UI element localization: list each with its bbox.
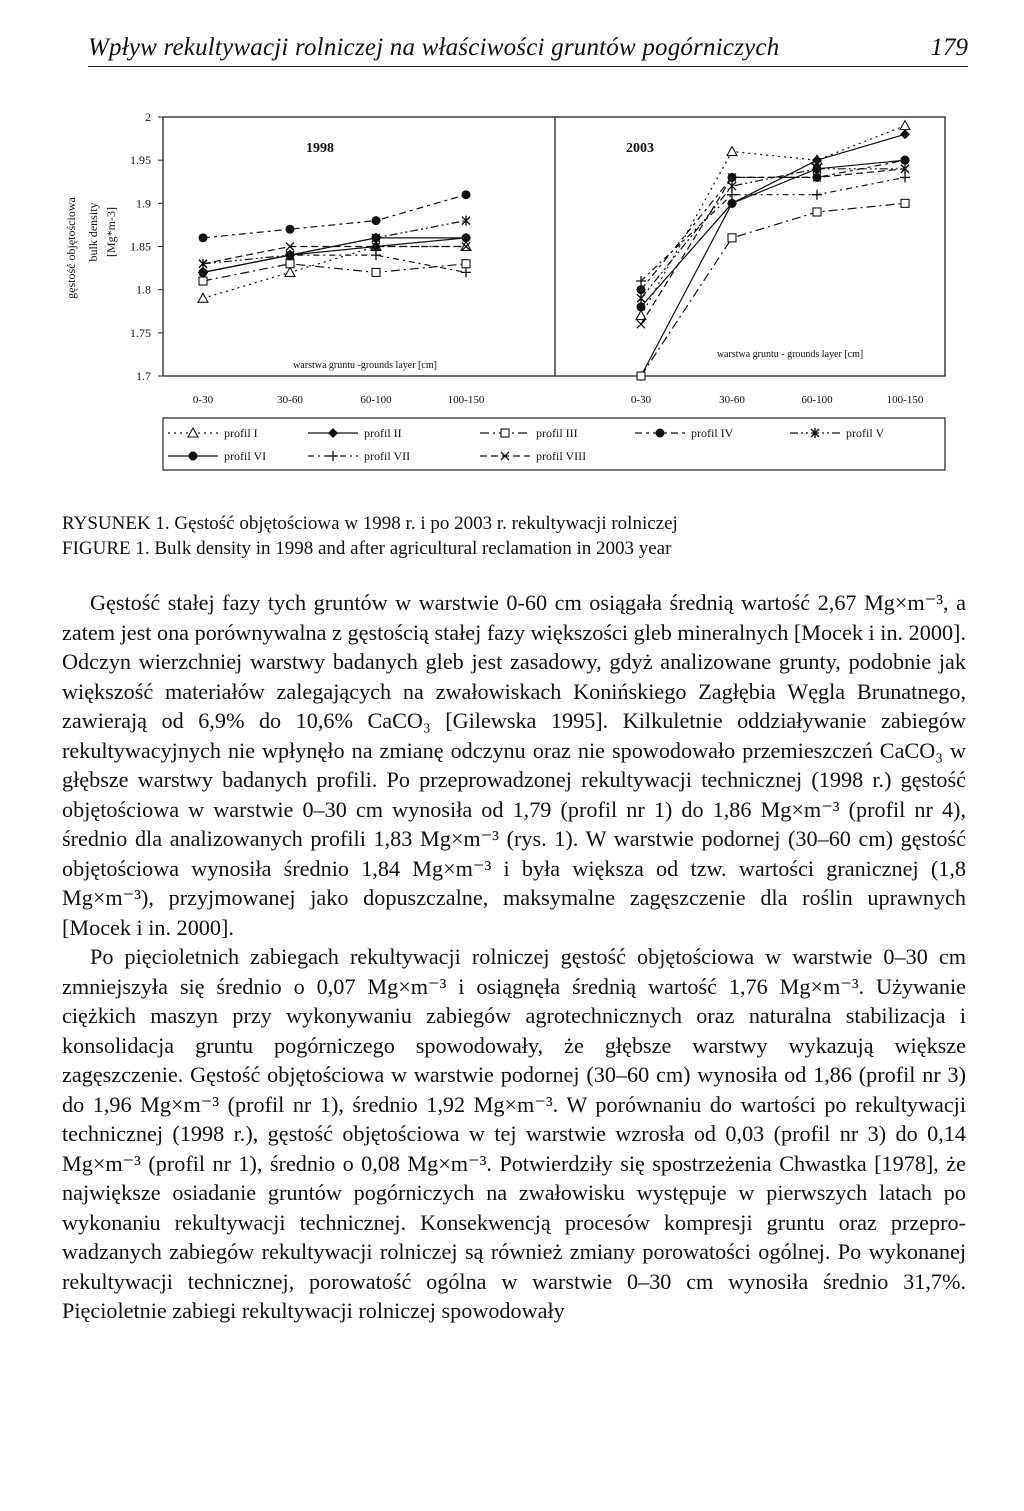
y-tick-label: 1.9	[136, 196, 151, 211]
page-number: 179	[930, 34, 968, 61]
data-point-marker	[199, 233, 208, 242]
x-tick-label: 30-60	[719, 394, 745, 406]
data-point-marker	[372, 268, 380, 276]
series-line	[641, 126, 905, 316]
data-point-marker	[371, 250, 381, 260]
series-line	[203, 247, 466, 299]
legend-marker	[328, 451, 338, 461]
series-line	[641, 169, 905, 298]
legend-marker	[501, 429, 509, 437]
data-point-marker	[637, 285, 646, 294]
data-point-marker	[462, 260, 470, 268]
data-point-marker	[900, 121, 910, 130]
legend-marker	[328, 428, 338, 438]
panel-xlabel: warstwa gruntu - grounds layer [cm]	[716, 349, 864, 360]
y-tick-label: 1.7	[136, 369, 151, 383]
data-point-marker	[900, 129, 910, 139]
y-axis-label-en: bulk density	[86, 202, 100, 262]
panel-xlabel: warstwa gruntu -grounds layer [cm]	[293, 360, 437, 371]
legend-label: profil V	[846, 426, 885, 440]
plot-frame	[163, 117, 945, 376]
data-point-marker	[462, 233, 471, 242]
data-point-marker	[728, 199, 737, 208]
legend-label: profil II	[364, 426, 402, 440]
data-point-marker	[461, 267, 471, 277]
data-point-marker	[286, 260, 294, 268]
data-point-marker	[728, 234, 736, 242]
data-point-marker	[372, 233, 381, 242]
bulk-density-figure	[0, 0, 1024, 500]
running-title: Wpływ rekultywacji rolniczej na właściwości gruntów pogórniczych	[88, 34, 780, 61]
series-line	[641, 160, 905, 290]
y-tick-label: 1.8	[136, 282, 151, 297]
legend-marker	[656, 429, 665, 438]
data-point-marker	[286, 225, 295, 234]
legend-label: profil VIII	[536, 449, 587, 463]
x-tick-label: 0-30	[630, 394, 652, 406]
legend-marker	[188, 428, 198, 437]
data-point-marker	[812, 190, 822, 200]
data-point-marker	[727, 147, 737, 156]
data-point-marker	[198, 293, 208, 302]
y-tick-label: 1.75	[130, 325, 151, 340]
panel-title: 2003	[626, 141, 654, 156]
data-point-marker	[813, 208, 821, 216]
x-tick-label: 100-150	[447, 394, 485, 406]
legend-marker	[189, 452, 198, 461]
data-point-marker	[901, 156, 910, 165]
data-point-marker	[901, 199, 909, 207]
series-line	[203, 255, 466, 272]
paragraph-1: Gęstość stałej fazy tych gruntów w warstwie 0-60 cm osiągała średnią wartość 2,67 Mg×m⁻³, a zatem jest ona porównywalna z gęstością stałej fazy większości gleb mineralnych [Mocek i in. 2000]. Odczyn wierzchniej warstwy badanych gleb jest zasadowy, gdyż analizowane grunty, podobnie jak większość materiałów zalegających na zwałowiskach Konińskiego Zagłębia Węgla Brunatnego, zawierają od 6,9% do 10,6% CaCO₃ [Gilewska 1995]. Kilkuletnie oddziaływanie zabiegów rekultywacyjnych nie wpłynęło na zmianę odczynu oraz nie spowodowało przemieszczeń CaCO₃ w głębsze warstwy badanych profili. Po przeprowadzonej rekultywacji technicznej (1998 r.) gęstość objętościowa w warstwie 0–30 cm wynosiła od 1,79 (profil nr 1) do 1,86 Mg×m⁻³ (profil nr 4), średnio dla analizowanych profili 1,83 Mg×m⁻³ (rys. 1). W warstwie podornej (30–60 cm) gęstość objętościowa wynosiła średnio 1,84 Mg×m⁻³ i była większa od tzw. wartości granicznej (1,8 Mg×m⁻³), przyjmowanej jako dopuszczalne, maksymalne zagęszczenie dla roślin uprawnych [Mocek i in. 2000].	[62, 590, 966, 940]
legend-label: profil I	[224, 426, 258, 440]
data-point-marker	[462, 190, 471, 199]
series-line	[641, 177, 905, 281]
panel-title: 1998	[306, 141, 334, 156]
y-axis-label-pl: gęstość objętościowa	[64, 197, 78, 299]
series-line	[641, 134, 905, 376]
legend-label: profil VI	[224, 449, 267, 463]
series-line	[203, 195, 466, 238]
legend-label: profil VII	[364, 449, 411, 463]
x-tick-label: 100-150	[886, 394, 924, 406]
figure-caption-en: FIGURE 1. Bulk density in 1998 and after agricultural reclamation in 2003 year	[62, 538, 672, 559]
data-point-marker	[285, 267, 295, 276]
figure-caption-pl: RYSUNEK 1. Gęstość objętościowa w 1998 r. i po 2003 r. rekultywacji rolniczej	[62, 513, 678, 534]
data-point-marker	[372, 216, 381, 225]
data-point-marker	[637, 372, 645, 380]
x-tick-label: 0-30	[192, 394, 214, 406]
y-tick-label: 2	[145, 110, 151, 124]
data-point-marker	[199, 277, 207, 285]
x-tick-label: 60-100	[360, 394, 392, 406]
data-point-marker	[900, 172, 910, 182]
x-tick-label: 30-60	[277, 394, 303, 406]
legend-label: profil III	[536, 426, 578, 440]
series-line	[203, 264, 466, 281]
body-text	[62, 588, 966, 1326]
y-tick-label: 1.85	[130, 239, 151, 254]
data-point-marker	[813, 164, 822, 173]
data-point-marker	[637, 320, 645, 328]
x-tick-label: 60-100	[801, 394, 833, 406]
paragraph-2: Po pięcioletnich zabiegach rekultywacji rolniczej gęstość objętościowa w warstwie 0–30 cm zmniejszyła się średnio o 0,07 Mg×m⁻³ i osiągnęła średnią wartość 1,76 Mg×m⁻³. Używanie ciężkich maszyn przy wykonywaniu zabiegów agrotechnicznych oraz naturalna stabilizacja i konsolidacja gruntu pogórniczego spowodowały, że głębsze warstwy wykazują większe zagęszczenie. Gęstość objętościowa w warstwie podornej (30–60 cm) wynosiła od 1,86 (profil nr 3) do 1,96 Mg×m⁻³ (profil nr 1), średnio 1,92 Mg×m⁻³. W porównaniu do wartości po rekultywacji technicznej (1998 r.), gęstość objętościowa w tej warstwie wzrosła od 0,03 (profil nr 3) do 0,14 Mg×m⁻³ (profil nr 1), średnio o 0,08 Mg×m⁻³. Potwierdziły się spostrzeżenia Chwastka [1978], że największe osiadanie gruntów pogórniczych na zwałowisku występuje w pierwszych latach po wykonaniu rekultywacji technicznej. Konsekwencją procesów kompresji gruntu oraz przepro-wadzanych zabiegów rekultywacji rolniczej są również zmiany porowatości ogólnej. Po wykonanej rekultywacji technicznej, porowatość ogólna w warstwie 0–30 cm wynosiła średnio 31,7%. Pięcioletnie zabiegi rekultywacji rolniczej spowodowały	[62, 944, 966, 1323]
data-point-marker	[637, 302, 646, 311]
data-point-marker	[637, 293, 645, 303]
y-axis-label-unit: [Mg*m-3]	[104, 207, 118, 257]
y-tick-label: 1.95	[130, 153, 151, 168]
data-point-marker	[198, 267, 208, 277]
legend-label: profil IV	[691, 426, 734, 440]
